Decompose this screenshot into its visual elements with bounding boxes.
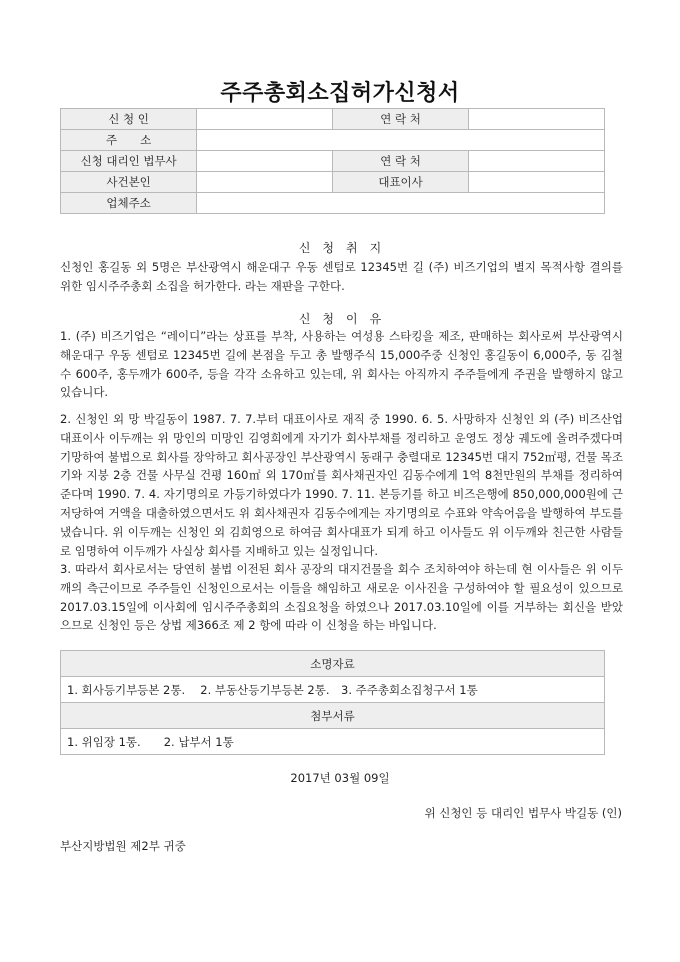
filing-date: 2017년 03월 09일 <box>290 771 390 785</box>
ceo-field[interactable] <box>469 172 605 193</box>
agent-label: 신청 대리인 법무사 <box>61 151 197 172</box>
attachments-heading: 첨부서류 <box>61 703 605 729</box>
table-row <box>61 151 605 172</box>
table-row <box>61 109 605 130</box>
agent-field[interactable] <box>197 151 333 172</box>
table-row <box>61 130 605 151</box>
table-row <box>61 193 605 214</box>
address-field[interactable] <box>197 130 605 151</box>
table-row <box>61 703 605 729</box>
evidence-table <box>60 650 605 755</box>
purpose-text: 신청인 홍길동 외 5명은 부산광역시 해운대구 우동 센텀로 12345번 길 (주) 비즈기업의 별지 목적사항 결의를 위한 임시주주총회 소집을 허가한다. 라는 재판을 구한다. <box>60 260 623 293</box>
evidence-items: 1. 회사등기부등본 2통. 2. 부동산등기부등본 2통. 3. 주주총회소집청구서 1통 <box>61 677 605 703</box>
contact-field[interactable] <box>469 109 605 130</box>
applicant-info-table <box>60 108 605 214</box>
company-address-label: 업체주소 <box>61 193 197 214</box>
address-label: 주 소 <box>61 130 197 151</box>
reasons-heading: 신 청 이 유 <box>298 312 382 326</box>
document-title: 주주총회소집허가신청서 <box>220 81 460 106</box>
reason-paragraph-3: 3. 따라서 회사로서는 당연히 불법 이전된 회사 공장의 대지건물을 회수 조치하여야 하는데 현 이사들은 위 이두깨의 측근이므로 주주들인 신청인으로서는 이들을 해임하고 새로운 이사진을 구성하여야 할 필요성이 있으므로 2017.03.15일에 이사회에 임시주주총회의 소집요청을 하였으나 2017.03.10일에 이를 거부하는 회신을 받았으므로 신청인 등은 상법 제366조 제 2 항에 따라 이 신청을 하는 바입니다. <box>60 562 623 633</box>
respondent-field[interactable] <box>197 172 333 193</box>
table-row <box>61 172 605 193</box>
purpose-heading: 신 청 취 지 <box>298 241 382 255</box>
table-row <box>61 651 605 677</box>
applicant-label: 신 청 인 <box>61 109 197 130</box>
agent-contact-field[interactable] <box>469 151 605 172</box>
contact-label: 연 락 처 <box>333 109 469 130</box>
evidence-heading: 소명자료 <box>61 651 605 677</box>
attachments-items: 1. 위임장 1통. 2. 납부서 1통 <box>61 729 605 755</box>
respondent-label: 사건본인 <box>61 172 197 193</box>
reason-paragraph-2: 2. 신청인 외 망 박길동이 1987. 7. 7.부터 대표이사로 재직 중 1990. 6. 5. 사망하자 신청인 외 (주) 비즈산업 대표이사 이두깨는 위 망인의 미망인 김영희에게 자기가 회사부채를 정리하고 운영도 정상 궤도에 올려주겠다며 기망하여 불법으로 회사를 장악하고 회사공장인 부산광역시 동래구 충렬대로 12345번 대지 752㎡평, 건물 목조기와 지붕 2층 건물 사무실 건평 160㎡ 외 170㎡를 회사채권자인 김동수에게 1억 8천만원의 부채를 정리하여 준다며 1990. 7. 4. 자기명의로 가등기하였다가 1990. 7. 11. 본등기를 하고 비즈은행에 850,000,000원에 근저당하여 거액을 대출하였으면서도 위 회사채권자 김동수에게는 자기명의로 수표와 약속어음을 발행하여 부도를 냈습니다. 위 이두깨는 신청인 외 김희영으로 하여금 회사대표가 되게 하고 이사들도 위 이두깨와 친근한 사람들로 임명하여 이두깨가 사실상 회사를 지배하고 있는 실정입니다. <box>60 412 623 558</box>
table-row <box>61 677 605 703</box>
agent-contact-label: 연 락 처 <box>333 151 469 172</box>
reason-paragraph-1: 1. (주) 비즈기업은 “레이디”라는 상표를 부착, 사용하는 여성용 스타킹을 제조, 판매하는 회사로써 부산광역시 해운대구 우동 센텀로 12345번 길에 본점을 두고 총 발행주식 15,000주중 신청인 홍길동이 6,000주, 동 김철수 600주, 홍두깨가 600주, 등을 각각 소유하고 있는데, 위 회사는 아직까지 주주들에게 주권을 발행하지 않고 있습니다. <box>60 329 623 400</box>
company-address-field[interactable] <box>197 193 605 214</box>
signer-line: 위 신청인 등 대리인 법무사 박길동 (인) <box>424 806 622 820</box>
court-addressee: 부산지방법원 제2부 귀중 <box>60 839 186 853</box>
ceo-label: 대표이사 <box>333 172 469 193</box>
applicant-field[interactable] <box>197 109 333 130</box>
table-row <box>61 729 605 755</box>
